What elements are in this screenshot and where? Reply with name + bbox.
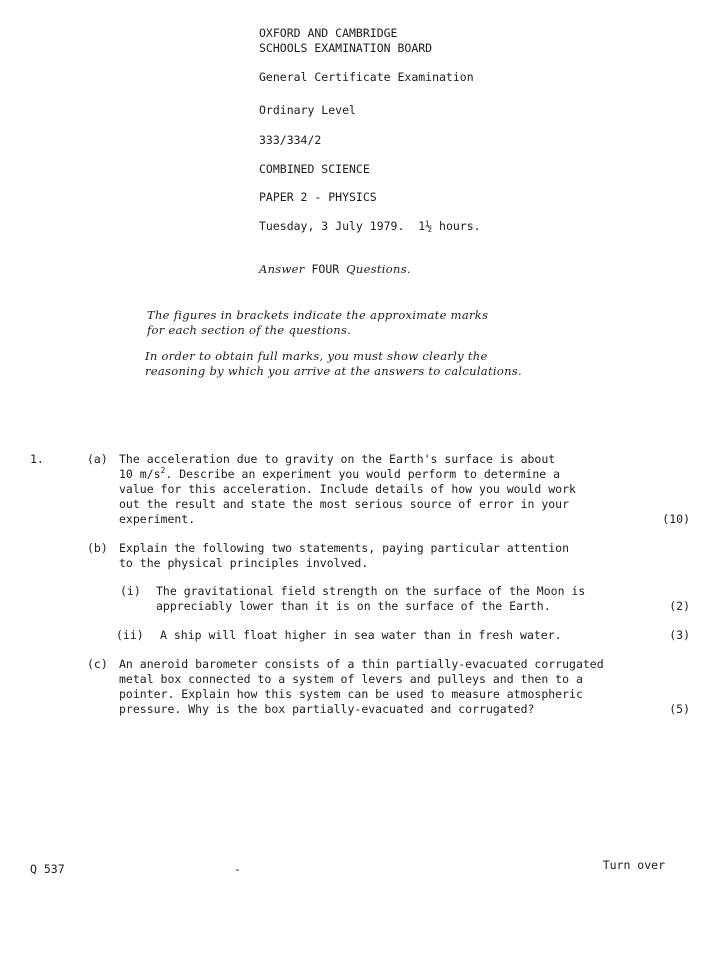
part-b-ii-marks: (3) — [669, 628, 690, 642]
part-a-line2-rest: . Describe an experiment you would perform to determine a — [165, 467, 561, 481]
part-b-ii-label: (ii) — [116, 628, 144, 642]
part-a-line2 — [119, 467, 576, 482]
part-c-text — [119, 657, 604, 717]
part-a-line1: The acceleration due to gravity on the Earth's surface is about — [119, 452, 556, 466]
part-c-label: (c) — [87, 657, 108, 671]
answer-instruction — [259, 262, 411, 277]
exam-date-line — [259, 219, 481, 234]
exam-title: General Certificate Examination — [259, 70, 474, 84]
marks-note — [147, 308, 488, 338]
board-name — [259, 26, 432, 56]
footer-dot: - — [234, 862, 241, 876]
part-a-exponent: 2 — [160, 466, 166, 476]
part-b-i-marks: (2) — [669, 599, 690, 613]
board-name-line2: SCHOOLS EXAMINATION BOARD — [259, 41, 433, 55]
part-c-line4: pressure. Why is the box partially-evacuated and corrugated? — [119, 702, 535, 716]
part-b-line1: Explain the following two statements, paying particular attention — [119, 541, 570, 555]
part-b-i-label: (i) — [120, 584, 141, 598]
footer-code: Q 537 — [30, 862, 65, 876]
exam-level: Ordinary Level — [259, 103, 356, 117]
part-b-i-line1: The gravitational field strength on the surface of the Moon is — [156, 584, 586, 598]
part-c-line2: metal box connected to a system of levers and pulleys and then to a — [119, 672, 583, 686]
part-b-ii-text: A ship will float higher in sea water than in fresh water. — [160, 628, 562, 642]
part-a-line5: experiment. — [119, 512, 196, 526]
exam-date: Tuesday, 3 July 1979. — [259, 219, 405, 233]
subject: COMBINED SCIENCE — [259, 162, 370, 176]
reasoning-note-line2: reasoning by which you arrive at the answers to calculations. — [145, 364, 522, 378]
board-name-line1: OXFORD AND CAMBRIDGE — [259, 26, 398, 40]
part-b-i-text — [156, 584, 585, 614]
reasoning-note-line1: In order to obtain full marks, you must show clearly the — [145, 349, 488, 363]
marks-note-line2: for each section of the questions. — [147, 323, 352, 337]
reasoning-note — [145, 349, 522, 379]
part-b-i-line2: appreciably lower than it is on the surface of the Earth. — [156, 599, 551, 613]
paper-title: PAPER 2 - PHYSICS — [259, 190, 377, 204]
part-b-line2: to the physical principles involved. — [119, 556, 369, 570]
part-c-line1: An aneroid barometer consists of a thin partially-evacuated corrugated — [119, 657, 604, 671]
question-number: 1. — [30, 452, 44, 466]
part-b-text — [119, 541, 569, 571]
part-a-label: (a) — [87, 452, 108, 466]
part-a-line3: value for this acceleration. Include details of how you would work — [119, 482, 576, 496]
part-a-text — [119, 452, 576, 527]
marks-note-line1: The figures in brackets indicate the approximate marks — [147, 308, 489, 322]
answer-prefix: Answer — [259, 262, 305, 276]
part-b-label: (b) — [87, 541, 108, 555]
answer-suffix: Questions. — [346, 262, 411, 276]
part-c-line3: pointer. Explain how this system can be used to measure atmospheric — [119, 687, 583, 701]
part-a-units: 10 m/s — [119, 467, 161, 481]
exam-duration: 1½ hours. — [418, 219, 481, 233]
answer-count: FOUR — [311, 262, 340, 276]
turn-over: Turn over — [602, 858, 665, 872]
part-a-line4: out the result and state the most serious source of error in your — [119, 497, 570, 511]
part-c-marks: (5) — [669, 702, 690, 716]
paper-code: 333/334/2 — [259, 133, 322, 147]
part-a-marks: (10) — [662, 512, 690, 526]
